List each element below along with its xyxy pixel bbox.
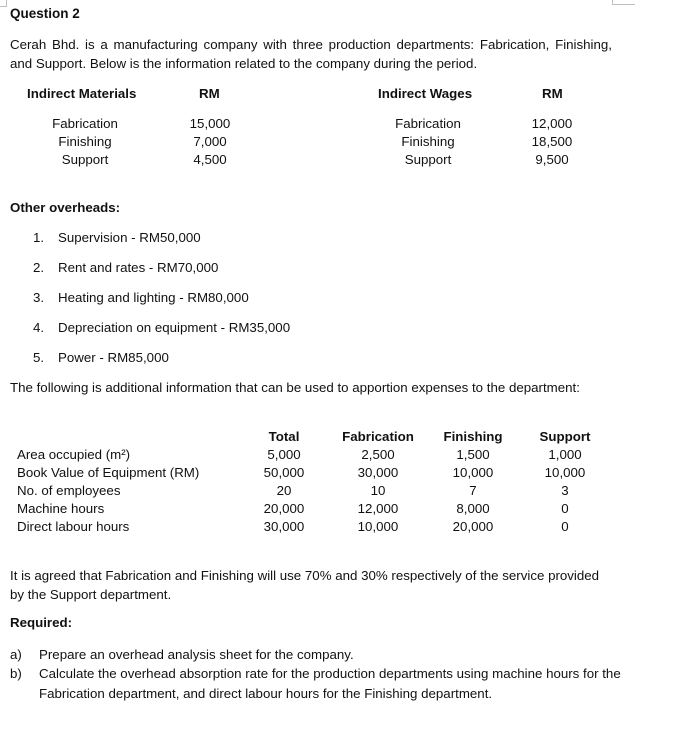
- overhead-item-text: Rent and rates - RM70,000: [58, 260, 219, 275]
- overhead-item-number: 5.: [33, 350, 45, 365]
- wages-dept-finishing: Finishing: [401, 134, 455, 149]
- materials-dept-support: Support: [61, 152, 109, 167]
- column-header-support: Support: [539, 429, 591, 444]
- overhead-item-number: 3.: [33, 290, 45, 305]
- additional-info-paragraph: The following is additional information that can be used to apportion expenses to the department:: [10, 380, 580, 395]
- total-equipment: 50,000: [263, 465, 305, 480]
- finishing-machine-hours: 8,000: [456, 501, 490, 516]
- apportion-column-total: [249, 428, 319, 536]
- indirect-materials-departments: [40, 115, 130, 169]
- indirect-wages-header: Indirect Wages: [378, 86, 473, 101]
- required-item-label: b): [10, 666, 22, 681]
- required-item-label: a): [10, 647, 22, 662]
- total-machine-hours: 20,000: [263, 501, 305, 516]
- fabrication-machine-hours: 12,000: [357, 501, 399, 516]
- wages-amount-fabrication: 12,000: [531, 116, 573, 131]
- overhead-item: [33, 230, 201, 245]
- overhead-item-text: Depreciation on equipment - RM35,000: [58, 320, 291, 335]
- row-label-equipment: Book Value of Equipment (RM): [17, 465, 200, 480]
- column-header-total: Total: [268, 429, 300, 444]
- apportion-column-support: [530, 428, 600, 536]
- total-labour-hours: 30,000: [263, 519, 305, 534]
- row-label-labour-hours: Direct labour hours: [17, 519, 130, 534]
- fabrication-area: 2,500: [361, 447, 395, 462]
- indirect-materials-header: Indirect Materials: [27, 86, 137, 101]
- wages-amount-finishing: 18,500: [531, 134, 573, 149]
- indirect-materials-amounts: [180, 115, 240, 169]
- total-employees: 20: [276, 483, 292, 498]
- required-heading: Required:: [10, 615, 73, 630]
- materials-dept-fabrication: Fabrication: [52, 116, 118, 131]
- overhead-item: [33, 260, 218, 275]
- overhead-item-number: 2.: [33, 260, 45, 275]
- materials-amount-support: 4,500: [193, 152, 227, 167]
- required-item-text: Prepare an overhead analysis sheet for the company.: [39, 647, 354, 662]
- wages-dept-fabrication: Fabrication: [395, 116, 461, 131]
- wages-amount-support: 9,500: [535, 152, 569, 167]
- row-label-machine-hours: Machine hours: [17, 501, 105, 516]
- indirect-wages-departments: [383, 115, 473, 169]
- support-labour-hours: 0: [561, 519, 569, 534]
- other-overheads-heading: Other overheads:: [10, 200, 121, 215]
- agreement-paragraph: It is agreed that Fabrication and Finishing will use 70% and 30% respectively of the service provided by the Support department.: [10, 568, 600, 602]
- row-label-employees: No. of employees: [17, 483, 121, 498]
- finishing-employees: 7: [469, 483, 477, 498]
- page-corner-mark-left: [0, 0, 7, 7]
- fabrication-equipment: 30,000: [357, 465, 399, 480]
- finishing-equipment: 10,000: [452, 465, 494, 480]
- page-corner-mark-right: [612, 0, 635, 5]
- overhead-item-number: 4.: [33, 320, 45, 335]
- wages-dept-support: Support: [404, 152, 452, 167]
- overhead-item: [33, 320, 290, 335]
- overhead-item-text: Supervision - RM50,000: [58, 230, 201, 245]
- overhead-item: [33, 350, 169, 365]
- apportion-column-finishing: [433, 428, 513, 536]
- support-employees: 3: [561, 483, 569, 498]
- overhead-item-text: Heating and lighting - RM80,000: [58, 290, 249, 305]
- finishing-labour-hours: 20,000: [452, 519, 494, 534]
- question-title: Question 2: [10, 6, 80, 21]
- materials-amount-finishing: 7,000: [193, 134, 227, 149]
- finishing-area: 1,500: [456, 447, 490, 462]
- overhead-item-number: 1.: [33, 230, 45, 245]
- fabrication-labour-hours: 10,000: [357, 519, 399, 534]
- overhead-item-text: Power - RM85,000: [58, 350, 169, 365]
- support-machine-hours: 0: [561, 501, 569, 516]
- indirect-materials-unit-header: RM: [199, 86, 220, 101]
- fabrication-employees: 10: [370, 483, 386, 498]
- support-area: 1,000: [548, 447, 582, 462]
- materials-amount-fabrication: 15,000: [189, 116, 231, 131]
- apportion-column-fabrication: [333, 428, 423, 536]
- column-header-fabrication: Fabrication: [342, 429, 414, 444]
- support-equipment: 10,000: [544, 465, 586, 480]
- indirect-wages-amounts: [522, 115, 582, 169]
- apportion-row-labels: [17, 446, 199, 536]
- row-label-area: Area occupied (m²): [17, 447, 131, 462]
- materials-dept-finishing: Finishing: [58, 134, 112, 149]
- column-header-finishing: Finishing: [443, 429, 503, 444]
- required-item-text: Calculate the overhead absorption rate for the production departments using machine hours for the Fabrication department, and direct labour hours for the Finishing department.: [39, 666, 621, 701]
- indirect-wages-unit-header: RM: [542, 86, 563, 101]
- total-area: 5,000: [267, 447, 301, 462]
- overhead-item: [33, 290, 249, 305]
- intro-paragraph: Cerah Bhd. is a manufacturing company with three production departments: Fabrication, Finishing, and Support. Below is the information related to the company during the period.: [10, 37, 612, 71]
